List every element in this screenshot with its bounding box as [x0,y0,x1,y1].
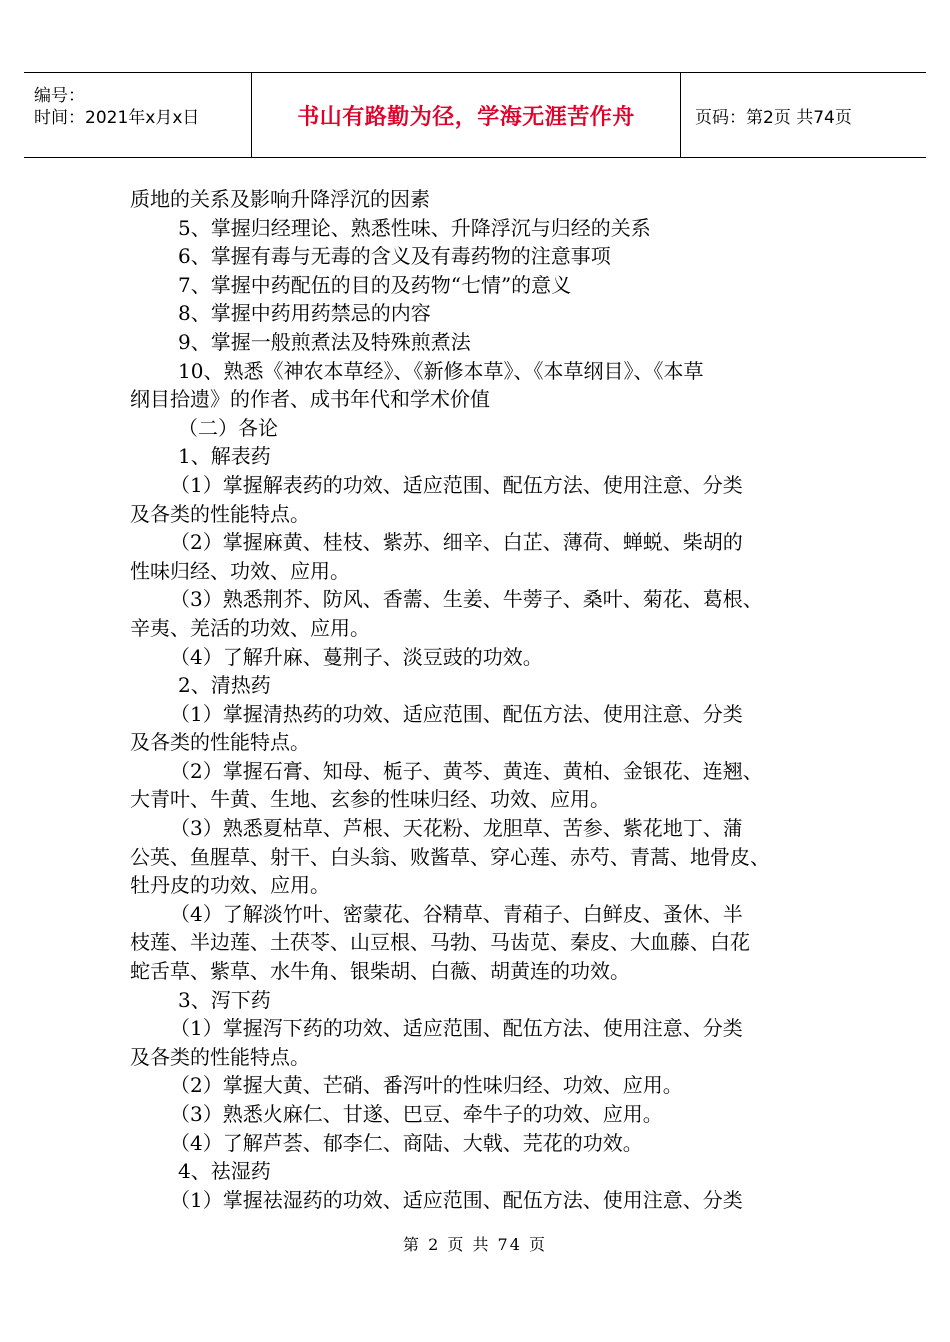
document-time: 时间：2021年x月x日 [34,108,200,128]
header-motto: 书山有路勤为径，学海无涯苦作舟 [252,73,681,157]
body-line: （4）了解芦荟、郁李仁、商陆、大戟、芫花的功效。 [170,1130,643,1155]
body-line: 大青叶、牛黄、生地、玄参的性味归经、功效、应用。 [130,787,610,812]
page-header [24,72,926,158]
body-line: （4）了解淡竹叶、密蒙花、谷精草、青葙子、白鲜皮、蚤休、半 [170,901,743,926]
body-line: 质地的关系及影响升降浮沉的因素 [130,187,430,211]
body-line: 性味归经、功效、应用。 [130,558,350,583]
body-line: （1）掌握祛湿药的功效、适应范围、配伍方法、使用注意、分类 [170,1187,743,1212]
body-line: （1）掌握清热药的功效、适应范围、配伍方法、使用注意、分类 [170,701,743,726]
body-line: 1、解表药 [178,444,271,469]
document-body [130,185,830,1214]
body-line: 枝莲、半边莲、土茯苓、山豆根、马勃、马齿苋、秦皮、大血藤、白花 [130,930,750,955]
body-line: 牡丹皮的功效、应用。 [130,873,330,898]
body-line: 6、掌握有毒与无毒的含义及有毒药物的注意事项 [178,244,611,269]
header-meta [24,73,252,157]
body-line: 纲目拾遗》的作者、成书年代和学术价值 [130,387,490,412]
body-line: （3）熟悉荆芥、防风、香薷、生姜、牛蒡子、桑叶、菊花、葛根、 [170,587,763,612]
document-number-label: 编号： [34,86,85,106]
body-line: 及各类的性能特点。 [130,501,310,526]
body-line: （1）掌握解表药的功效、适应范围、配伍方法、使用注意、分类 [170,472,743,497]
body-line: （3）熟悉夏枯草、芦根、天花粉、龙胆草、苦参、紫花地丁、蒲 [170,816,743,841]
body-line: 辛夷、羌活的功效、应用。 [130,615,370,640]
body-line: 7、掌握中药配伍的目的及药物“七情”的意义 [178,272,572,297]
body-line: 5、掌握归经理论、熟悉性味、升降浮沉与归经的关系 [178,215,651,240]
header-page-info: 页码：第2页 共74页 [695,107,852,128]
page-footer: 第 2 页 共 74 页 [403,1235,547,1254]
body-line: （2）掌握大黄、芒硝、番泻叶的性味归经、功效、应用。 [170,1073,683,1098]
body-line: 公英、鱼腥草、射干、白头翁、败酱草、穿心莲、赤芍、青蒿、地骨皮、 [130,844,770,869]
body-line: 4、祛湿药 [178,1159,271,1184]
body-line: （二）各论 [178,415,278,440]
body-line: 2、清热药 [178,673,271,698]
body-line: 蛇舌草、紫草、水牛角、银柴胡、白薇、胡黄连的功效。 [130,959,630,984]
body-line: 8、掌握中药用药禁忌的内容 [178,301,431,326]
body-line: 及各类的性能特点。 [130,1044,310,1069]
body-line: 3、泻下药 [178,987,271,1012]
body-line: 及各类的性能特点。 [130,730,310,755]
body-line: （1）掌握泻下药的功效、适应范围、配伍方法、使用注意、分类 [170,1016,743,1041]
body-line: （2）掌握石膏、知母、栀子、黄芩、黄连、黄柏、金银花、连翘、 [170,758,763,783]
body-line: （4）了解升麻、蔓荆子、淡豆豉的功效。 [170,644,543,669]
body-line: （2）掌握麻黄、桂枝、紫苏、细辛、白芷、薄荷、蝉蜕、柴胡的 [170,530,743,555]
body-line: 9、掌握一般煎煮法及特殊煎煮法 [178,329,471,354]
body-line: （3）熟悉火麻仁、甘遂、巴豆、牵牛子的功效、应用。 [170,1102,663,1126]
body-line: 10、熟悉《神农本草经》、《新修本草》、《本草纲目》、《本草 [178,358,704,383]
